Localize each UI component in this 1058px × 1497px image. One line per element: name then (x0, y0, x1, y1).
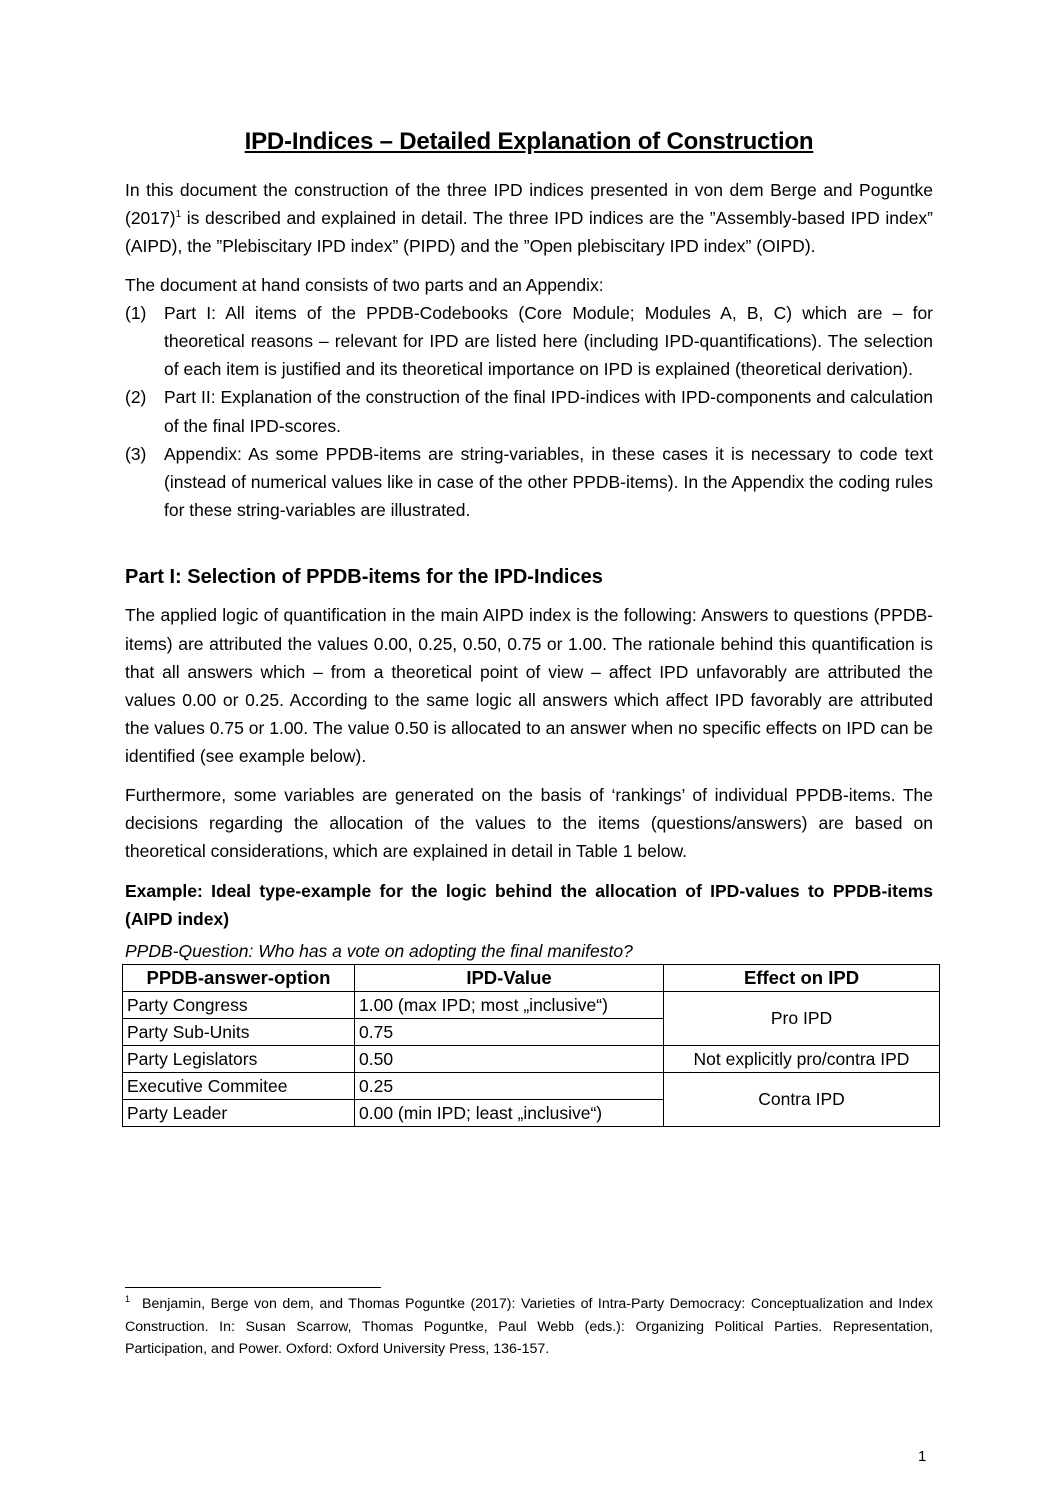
quantification-paragraph: The applied logic of quantification in the main AIPD index is the following: Answers to questions (PPDB-items) are attributed the values 0.00, 0.25, 0.50, 0.75 or 1.00. The rationale behind this quantification is that all answers which – from a theoretical point of view – affect IPD unfavorably are attributed the values 0.00 or 0.25. According to the same logic all answers which affect IPD favorably are attributed the values 0.75 or 1.00. The value 0.50 is allocated to an answer when no specific effects on IPD can be identified (see example below). (125, 605, 933, 767)
effect-cell: Contra IPD (664, 1072, 940, 1126)
list-item-number: (2) (125, 387, 147, 408)
list-item (125, 440, 933, 525)
parts-list (125, 299, 933, 525)
footnote-text: Benjamin, Berge von dem, and Thomas Poguntke (2017): Varieties of Intra-Party Democracy: Conceptualization and Index Construction. In: Susan Scarrow, Thomas Poguntke, Paul Webb (eds.): Organizing Political Parties. Representation, Participation, and Power. Oxford: Oxford University Press, 136-157. (125, 1296, 933, 1357)
footnote-divider (125, 1287, 381, 1288)
table-row (123, 991, 940, 1018)
intro-text-end: is described and explained in detail. The three IPD indices are the ”Assembly-based IPD index” (AIPD), the ”Plebiscitary IPD index” (PIPD) and the ”Open plebiscitary IPD index” (OIPD). (125, 208, 933, 257)
list-item-number: (1) (125, 302, 147, 323)
list-item-text: Appendix: As some PPDB-items are string-variables, in these cases it is necessary to code text (instead of numerical values like in case of the other PPDB-items). In the Appendix the coding rules for these string-variables are illustrated. (164, 443, 933, 521)
example-heading: Example: Ideal type-example for the logic behind the allocation of IPD-values to PPDB-items (AIPD index) (125, 881, 933, 930)
ipd-value-cell: 0.00 (min IPD; least „inclusive“) (355, 1099, 664, 1126)
table-row (123, 1072, 940, 1099)
list-item-text: Part I: All items of the PPDB-Codebooks (Core Module; Modules A, B, C) which are – for theoretical reasons – relevant for IPD are listed here (including IPD-quantifications). The selection of each item is justified and its theoretical importance on IPD is explained (theoretical derivation). (164, 302, 933, 380)
ipd-value-cell: 0.25 (355, 1072, 664, 1099)
answer-option-cell: Party Leader (123, 1099, 355, 1126)
page-content (125, 128, 933, 1127)
table-header-row (123, 964, 940, 991)
footnote-reference[interactable]: 1 (175, 209, 182, 221)
answer-option-cell: Party Congress (123, 991, 355, 1018)
ipd-value-cell: 1.00 (max IPD; most „inclusive“) (355, 991, 664, 1018)
column-header-ipd-value: IPD-Value (355, 964, 664, 991)
intro-paragraph (125, 176, 933, 261)
table-caption: PPDB-Question: Who has a vote on adopting the final manifesto? (125, 940, 633, 961)
ipd-value-table (122, 964, 940, 1127)
answer-option-cell: Party Sub-Units (123, 1018, 355, 1045)
list-item (125, 299, 933, 384)
effect-cell: Not explicitly pro/contra IPD (664, 1045, 940, 1072)
document-title: IPD-Indices – Detailed Explanation of Construction (244, 128, 814, 155)
rankings-paragraph: Furthermore, some variables are generated on the basis of ‘rankings’ of individual PPDB-items. The decisions regarding the allocation of the values to the items (questions/answers) are based on theoretical considerations, which are explained in detail in Table 1 below. (125, 784, 933, 862)
list-item-text: Part II: Explanation of the construction of the final IPD-indices with IPD-components and calculation of the final IPD-scores. (164, 387, 933, 436)
effect-cell: Pro IPD (664, 991, 940, 1045)
table-row (123, 1045, 940, 1072)
ipd-value-cell: 0.75 (355, 1018, 664, 1045)
footnote (125, 1293, 933, 1361)
ipd-value-cell: 0.50 (355, 1045, 664, 1072)
answer-option-cell: Executive Commitee (123, 1072, 355, 1099)
parts-intro: The document at hand consists of two parts and an Appendix: (125, 274, 604, 295)
answer-option-cell: Party Legislators (123, 1045, 355, 1072)
intro-text-start: In this document the construction of the three IPD indices presented in von dem Berge and Poguntke (2017) (125, 180, 933, 229)
page-number: 1 (918, 1448, 927, 1465)
column-header-answer-option: PPDB-answer-option (123, 964, 355, 991)
list-item-number: (3) (125, 443, 147, 464)
list-item (125, 383, 933, 439)
column-header-effect: Effect on IPD (664, 964, 940, 991)
footnote-number: 1 (125, 1294, 131, 1305)
section-heading: Part I: Selection of PPDB-items for the IPD-Indices (125, 566, 603, 589)
